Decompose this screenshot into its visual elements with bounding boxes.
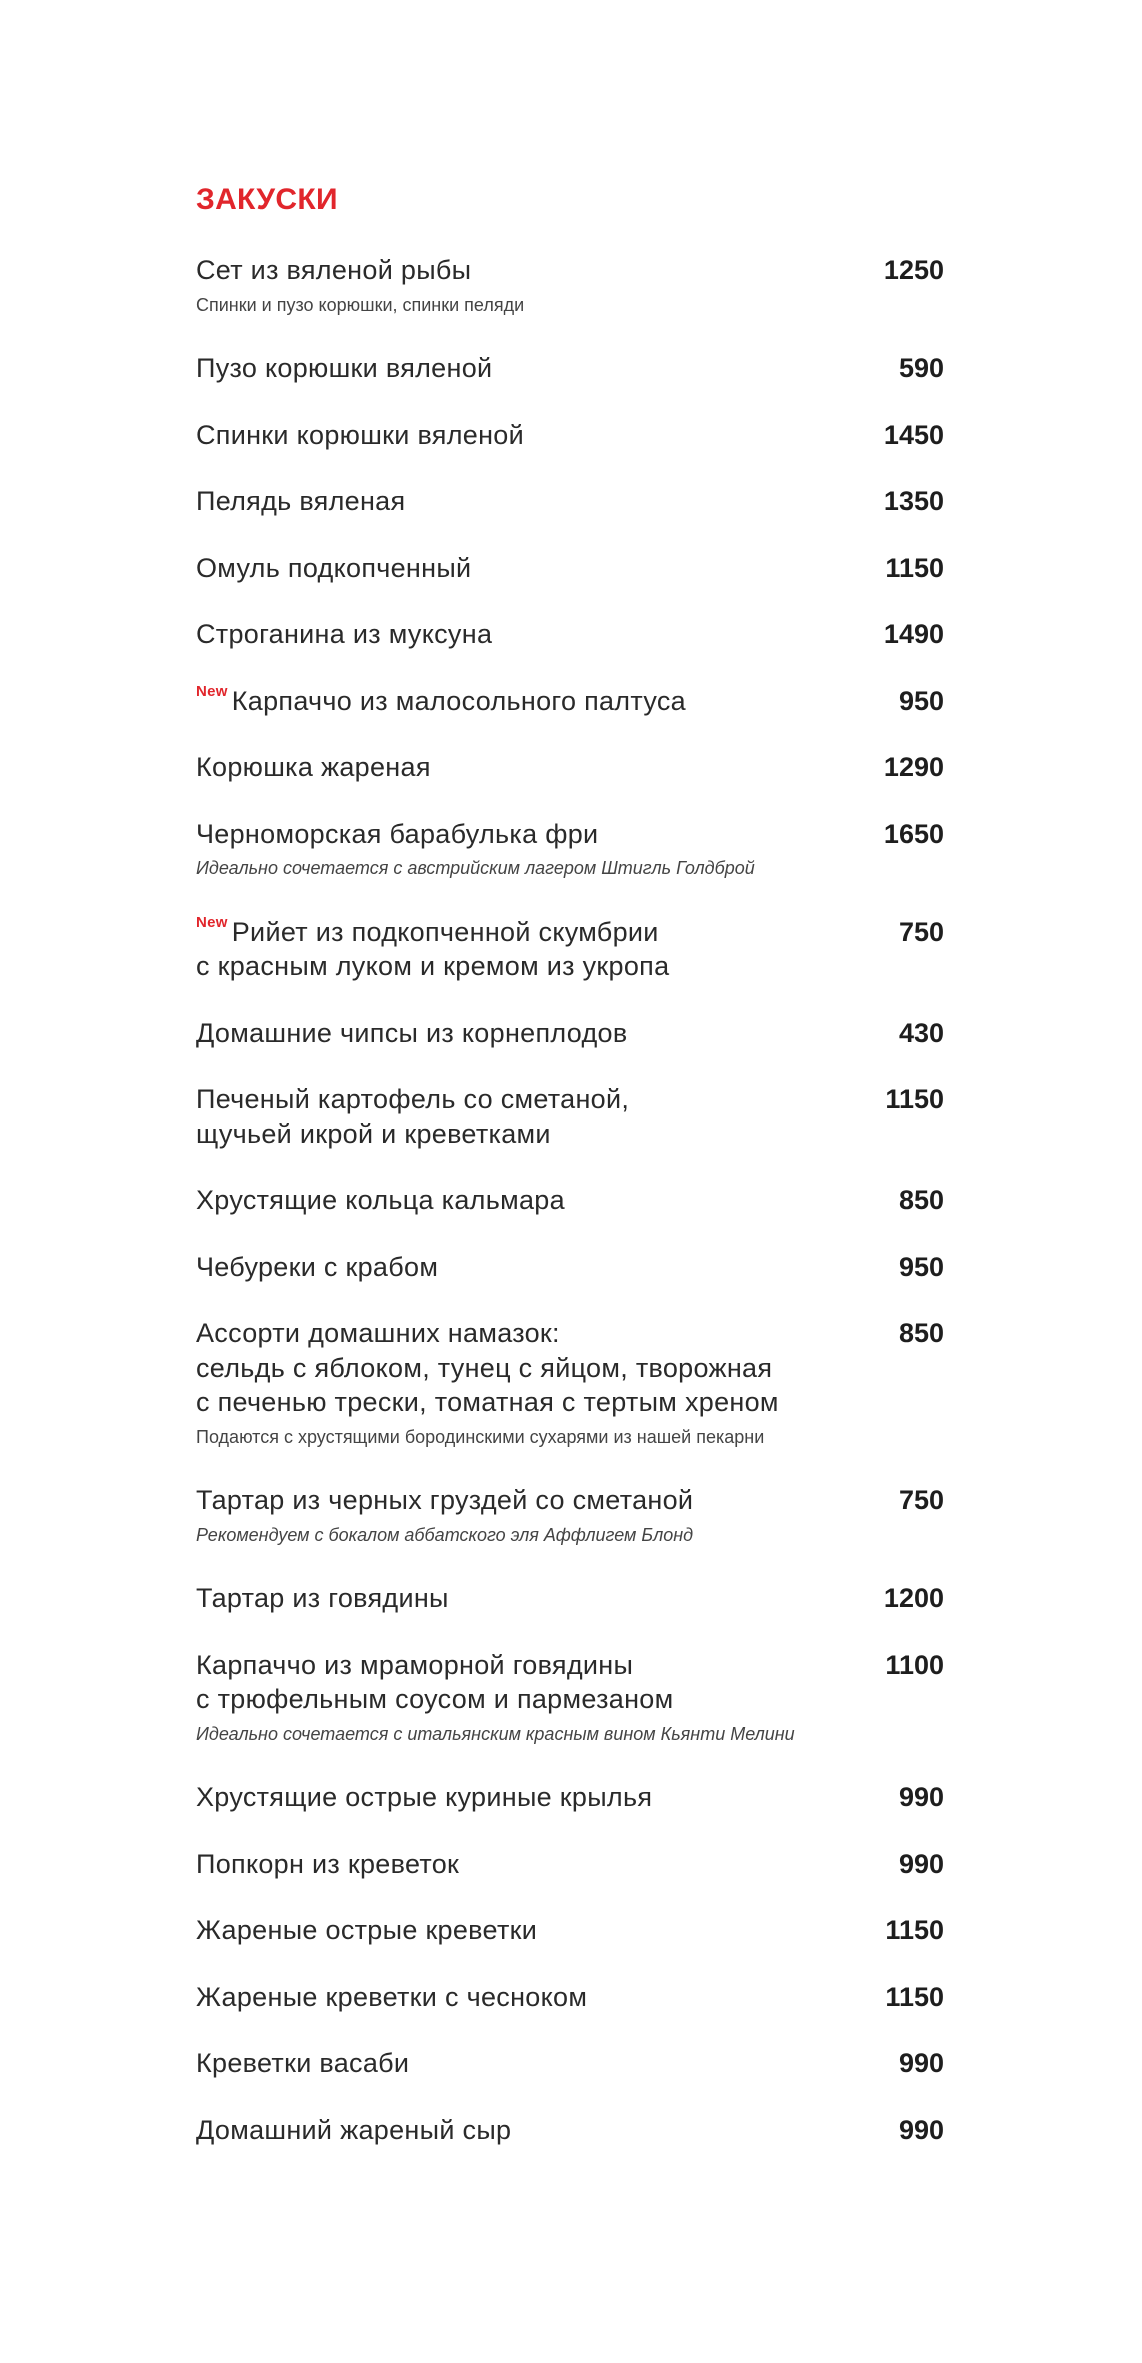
menu-item-name-text: Тартар из говядины bbox=[196, 1583, 449, 1613]
menu-item bbox=[196, 253, 944, 322]
menu-item-price: 850 bbox=[898, 1318, 944, 1348]
menu-item-name-text: Омуль подкопченный bbox=[196, 552, 472, 583]
menu-item-name-text: Хрустящие кольца кальмара bbox=[196, 1185, 565, 1215]
menu-item bbox=[196, 1316, 944, 1454]
menu-item-name-text: Чебуреки с крабом bbox=[196, 1251, 439, 1282]
menu-item-name bbox=[196, 1082, 844, 1151]
new-badge: New bbox=[196, 682, 228, 700]
menu-item-name-text: Хрустящие острые куриные крылья bbox=[196, 1782, 653, 1812]
menu-item-name-text: Печеный картофель со сметаной, щучьей икрой и креветками bbox=[196, 1084, 630, 1149]
menu-item-name bbox=[196, 617, 844, 652]
menu-item bbox=[196, 750, 944, 785]
menu-item-details bbox=[196, 1913, 844, 1948]
menu-item-details bbox=[196, 1581, 844, 1616]
menu-item-name bbox=[196, 750, 844, 785]
menu-item-price: 990 bbox=[898, 2114, 944, 2145]
menu-item-name bbox=[196, 1016, 844, 1051]
menu-item-price: 950 bbox=[898, 685, 944, 716]
menu-item-name bbox=[196, 817, 844, 852]
menu-item-details bbox=[196, 253, 844, 322]
menu-item-details bbox=[196, 1316, 844, 1454]
menu-item bbox=[196, 1847, 944, 1882]
menu-item-details bbox=[196, 750, 844, 785]
menu-item-name-text: Сет из вяленой рыбы bbox=[196, 255, 472, 285]
menu-item-price: 950 bbox=[898, 1251, 944, 1282]
menu-item-details bbox=[196, 418, 844, 453]
menu-item bbox=[196, 484, 944, 519]
menu-section bbox=[196, 180, 944, 2179]
menu-item-details bbox=[196, 684, 844, 719]
menu-item bbox=[196, 1483, 944, 1552]
menu-item-details bbox=[196, 817, 844, 886]
menu-item bbox=[196, 617, 944, 652]
menu-item-price: 1100 bbox=[885, 1649, 944, 1680]
menu-item bbox=[196, 1581, 944, 1616]
menu-item-name-text: Креветки васаби bbox=[196, 2048, 410, 2078]
menu-item-details bbox=[196, 1183, 844, 1218]
menu-item-details bbox=[196, 1082, 844, 1151]
menu-item bbox=[196, 1016, 944, 1051]
menu-item-price: 1650 bbox=[883, 818, 944, 849]
menu-item-price: 1350 bbox=[883, 486, 944, 516]
menu-item-name-text: Жареные креветки с чесноком bbox=[196, 1981, 588, 2012]
menu-item-name bbox=[196, 1648, 844, 1717]
menu-item-name-text: Пелядь вяленая bbox=[196, 486, 406, 516]
menu-item-name-text: Домашний жареный сыр bbox=[196, 2114, 512, 2145]
menu-item-name-text: Домашние чипсы из корнеплодов bbox=[196, 1017, 628, 1048]
menu-item-name bbox=[196, 915, 844, 984]
menu-item-description: Подаются с хрустящими бородинскими сухарями из нашей пекарни bbox=[196, 1426, 765, 1447]
menu-item-name bbox=[196, 1183, 844, 1218]
menu-item-price: 750 bbox=[898, 916, 944, 947]
menu-item-name bbox=[196, 551, 844, 586]
menu-item bbox=[196, 1980, 944, 2015]
menu-item-details bbox=[196, 617, 844, 652]
menu-item bbox=[196, 2046, 944, 2081]
menu-item-description: Идеально сочетается с итальянским красным вином Кьянти Мелини bbox=[196, 1723, 795, 1744]
menu-item-name-text: Тартар из черных груздей со сметаной bbox=[196, 1485, 694, 1515]
menu-item-name-text: Строганина из муксуна bbox=[196, 619, 493, 649]
menu-item-details bbox=[196, 1483, 844, 1552]
menu-item-name bbox=[196, 1780, 844, 1815]
menu-item-price: 1290 bbox=[883, 752, 944, 782]
menu-item-name bbox=[196, 1316, 844, 1420]
menu-item-name-text: Корюшка жареная bbox=[196, 752, 431, 782]
menu-item-details bbox=[196, 2046, 844, 2081]
menu-item-name-text: Рийет из подкопченной скумбрии с красным луком и кремом из укропа bbox=[196, 916, 670, 981]
menu-item bbox=[196, 1183, 944, 1218]
menu-item-details bbox=[196, 551, 844, 586]
menu-item-details bbox=[196, 1847, 844, 1882]
menu-item-price: 750 bbox=[898, 1485, 944, 1515]
menu-item-price: 990 bbox=[898, 1848, 944, 1879]
menu-item-name-text: Ассорти домашних намазок: сельдь с яблоком, тунец с яйцом, творожная с печенью трески, томатная с тертым хреном bbox=[196, 1318, 779, 1417]
menu-item-price: 990 bbox=[898, 2048, 944, 2078]
menu-item-price: 590 bbox=[898, 353, 944, 383]
menu-item-name-text: Карпаччо из малосольного палтуса bbox=[231, 685, 686, 716]
menu-item-name bbox=[196, 253, 844, 288]
menu-item-price: 430 bbox=[898, 1017, 944, 1048]
menu-item bbox=[196, 418, 944, 453]
menu-item-name bbox=[196, 418, 844, 453]
menu-item-name-text: Черноморская барабулька фри bbox=[196, 818, 599, 849]
menu-item-details bbox=[196, 351, 844, 386]
menu-item-name bbox=[196, 1581, 844, 1616]
menu-item-name bbox=[196, 1847, 844, 1882]
menu-item-description: Рекомендуем с бокалом аббатского эля Аффлигем Блонд bbox=[196, 1524, 694, 1545]
menu-item-name-text: Попкорн из креветок bbox=[196, 1848, 460, 1879]
menu-item-name bbox=[196, 1250, 844, 1285]
menu-item-description: Спинки и пузо корюшки, спинки пеляди bbox=[196, 294, 525, 315]
menu-item-price: 850 bbox=[898, 1185, 944, 1215]
menu-item-name bbox=[196, 2113, 844, 2148]
menu-item-name-text: Пузо корюшки вяленой bbox=[196, 353, 493, 383]
menu-item bbox=[196, 684, 944, 719]
menu-item bbox=[196, 551, 944, 586]
menu-item bbox=[196, 1648, 944, 1752]
menu-item bbox=[196, 1082, 944, 1151]
menu-item-name-text: Спинки корюшки вяленой bbox=[196, 419, 525, 450]
menu-item-details bbox=[196, 2113, 844, 2148]
menu-item bbox=[196, 2113, 944, 2148]
menu-item-details bbox=[196, 1250, 844, 1285]
menu-item-description: Идеально сочетается с австрийским лагером Штигль Голдброй bbox=[196, 858, 755, 878]
menu-item bbox=[196, 817, 944, 886]
menu-item-price: 1150 bbox=[885, 1981, 944, 2012]
menu-item-price: 1150 bbox=[885, 1915, 944, 1945]
menu-item-name bbox=[196, 2046, 844, 2081]
menu-item-name bbox=[196, 351, 844, 386]
menu-item-price: 1150 bbox=[885, 552, 944, 583]
menu-item-details bbox=[196, 915, 844, 984]
menu-item bbox=[196, 1913, 944, 1948]
section-title: ЗАКУСКИ bbox=[196, 183, 338, 216]
menu-item-name bbox=[196, 1980, 844, 2015]
menu-item-price: 990 bbox=[898, 1782, 944, 1812]
menu-item-price: 1450 bbox=[883, 419, 944, 450]
menu-item-name-text: Карпаччо из мраморной говядины с трюфельным соусом и пармезаном bbox=[196, 1649, 674, 1714]
menu-item-price: 1150 bbox=[885, 1084, 944, 1114]
menu-item-price: 1200 bbox=[883, 1583, 944, 1613]
menu-item-price: 1490 bbox=[883, 619, 944, 649]
menu-item bbox=[196, 1780, 944, 1815]
menu-item-details bbox=[196, 1780, 844, 1815]
menu-item-name bbox=[196, 1483, 844, 1518]
menu-item bbox=[196, 1250, 944, 1285]
menu-item-details bbox=[196, 1648, 844, 1752]
menu-item bbox=[196, 915, 944, 984]
menu-item-name bbox=[196, 484, 844, 519]
menu-item bbox=[196, 351, 944, 386]
menu-item-details bbox=[196, 1980, 844, 2015]
menu-item-name bbox=[196, 1913, 844, 1948]
new-badge: New bbox=[196, 913, 228, 931]
menu-item-name bbox=[196, 684, 844, 719]
menu-item-name-text: Жареные острые креветки bbox=[196, 1915, 538, 1945]
menu-item-price: 1250 bbox=[883, 255, 944, 285]
menu-item-details bbox=[196, 484, 844, 519]
menu-items-list bbox=[196, 253, 944, 2147]
menu-item-details bbox=[196, 1016, 844, 1051]
